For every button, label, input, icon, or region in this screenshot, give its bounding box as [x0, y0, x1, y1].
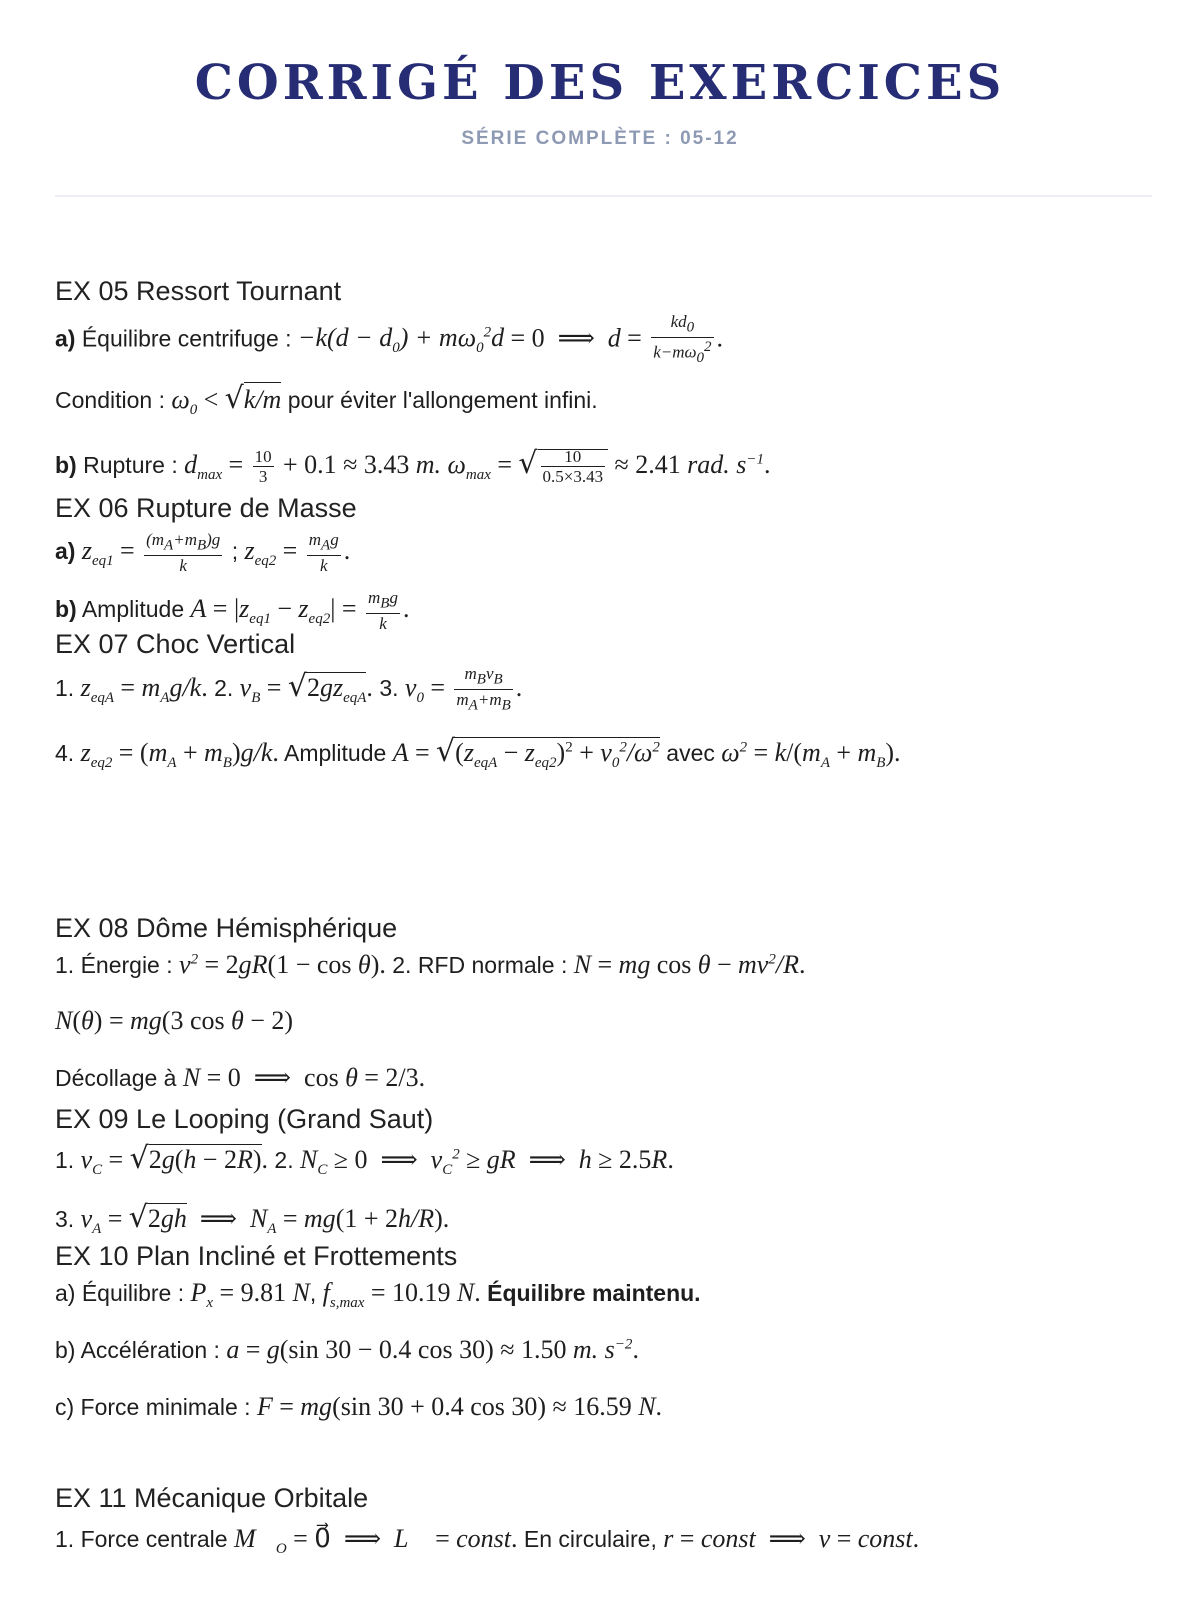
- ex11-line-1: 1. Force centrale $M⃗_O$ = 0⃗ ⟹ L⃗ = const. En circulaire, r = const ⟹ v = const.: [55, 1524, 920, 1558]
- ex11-circular-text: En circulaire,: [523, 1526, 657, 1552]
- ex08-line-2: N(θ) = mg(3 cos θ − 2): [55, 1006, 294, 1035]
- ex07-step-1: 1.: [55, 674, 75, 701]
- ex05-b-label: b): [55, 452, 77, 478]
- ex10-b-text: b) Accélération :: [55, 1337, 220, 1363]
- ex05-line-b: b) Rupture : $d_{max}$ = $\frac{10}{3}$ + 0.1 ≈ 3.43 m. $\omega_{max}$ = √ $\frac{10}{0.5\times 3.43}$ ≈ 2.41 rad. $s^{-1}$.: [55, 446, 771, 487]
- ex09-step-1: 1.: [55, 1147, 75, 1173]
- ex05-line-a: a) Équilibre centrifuge : $-k(d - d_0) + m\omega_0^2d = 0$ ⟹ d = $\frac{kd_0}{k-m\omega_0^2}$ .: [55, 312, 724, 367]
- divider: [55, 195, 1152, 197]
- ex07-avec: avec: [666, 740, 715, 766]
- page-title: CORRIGÉ DES EXERCICES: [194, 55, 1006, 111]
- ex05-fraction: $\frac{kd_0}{k-m\omega_0^2}$: [653, 312, 712, 367]
- ex11-force-text: 1. Force centrale: [55, 1526, 228, 1552]
- ex08-energy-text: 1. Énergie :: [55, 952, 173, 978]
- ex09-heading: EX 09 Le Looping (Grand Saut): [55, 1104, 434, 1134]
- ex06-line-a: a) $z_{eq1}$ = $\frac{(m_A+m_B)g}{k}$ ; $z_{eq2}$ = $\frac{m_Ag}{k}$ .: [55, 530, 351, 576]
- ex09-line-2: 3. $v_A = √2gh$ ⟹ $N_A = mg(1 + 2h/R)$.: [55, 1200, 450, 1238]
- ex10-line-a: a) Équilibre : $P_x = 9.81$ N, $f_{s,max} = 10.19$ N. Équilibre maintenu.: [55, 1278, 701, 1312]
- ex07-line-2: 4. $z_{eq2} = (m_A + m_B)g/k$. Amplitude $A = √(z_{eqA} - z_{eq2})^2 + v_0^2/\omega^2$ avec $\omega^2 = k/(m_A + m_B)$.: [55, 734, 901, 772]
- ex10-a-text: a) Équilibre :: [55, 1280, 185, 1306]
- ex07-amplitude-text: Amplitude: [284, 740, 387, 766]
- ex08-rfd-text: 2. RFD normale :: [392, 952, 568, 978]
- ex10-a-result: Équilibre maintenu.: [487, 1280, 701, 1306]
- ex09-step-2: 2.: [274, 1147, 294, 1173]
- ex09-line-1: 1. $v_C = √2g(h - 2R)$. 2. $N_C \ge 0$ ⟹ $v_C^2$ ≥ gR ⟹ h ≥ 2.5R.: [55, 1141, 674, 1179]
- ex07-step-4: 4.: [55, 740, 75, 766]
- ex09-step-3: 3.: [55, 1206, 75, 1232]
- ex05-a-label: a): [55, 325, 76, 352]
- ex05-cond-text: Condition :: [55, 387, 165, 413]
- ex05-condition: Condition : $\omega_0 < √k/m$ pour éviter l'allongement infini.: [55, 381, 598, 419]
- ex08-decollage-text: Décollage à: [55, 1065, 177, 1091]
- ex08-line-3: Décollage à N = 0 ⟹ cos θ = 2/3.: [55, 1063, 426, 1092]
- ex08-line-1: 1. Énergie : $v^2 = 2gR(1 - \cos \theta)$. 2. RFD normale : N = mg $\cos \theta - mv^2/R$.: [55, 950, 806, 979]
- ex08-heading: EX 08 Dôme Hémisphérique: [55, 913, 398, 943]
- ex06-a-label: a): [55, 537, 76, 564]
- ex10-line-c: c) Force minimale : F = mg(sin 30 + 0.4 cos 30) ≈ 16.59 N.: [55, 1392, 663, 1421]
- ex11-heading: EX 11 Mécanique Orbitale: [55, 1483, 369, 1513]
- ex06-b-label: b): [55, 595, 77, 622]
- ex05-b-text: Rupture :: [83, 452, 178, 478]
- ex07-line-1: 1. $z_{eqA} = m_Ag/k$. 2. $v_B = √2gz_{eqA}$. 3. $v_0$ = $\frac{m_Bv_B}{m_A+m_B}$ .: [55, 664, 523, 714]
- ex06-heading: EX 06 Rupture de Masse: [55, 493, 357, 523]
- ex07-heading: EX 07 Choc Vertical: [55, 629, 296, 659]
- page-subtitle: SÉRIE COMPLÈTE : 05-12: [461, 128, 739, 149]
- ex05-cond-tail: pour éviter l'allongement infini.: [287, 387, 598, 413]
- ex05-heading: EX 05 Ressort Tournant: [55, 276, 342, 306]
- ex07-step-3: 3.: [379, 674, 399, 701]
- ex10-c-text: c) Force minimale :: [55, 1394, 251, 1420]
- ex10-line-b: b) Accélération : a = g(sin 30 − 0.4 cos 30) ≈ 1.50 m. $s^{-2}$.: [55, 1335, 639, 1364]
- ex05-a-text: Équilibre centrifuge :: [81, 325, 292, 352]
- ex06-line-b: b) Amplitude $A = |z_{eq1} - z_{eq2}|$ = $\frac{m_Bg}{k}$ .: [55, 588, 410, 634]
- ex10-heading: EX 10 Plan Incliné et Frottements: [55, 1241, 458, 1271]
- ex06-b-text: Amplitude: [81, 595, 185, 622]
- ex07-step-2: 2.: [214, 674, 234, 701]
